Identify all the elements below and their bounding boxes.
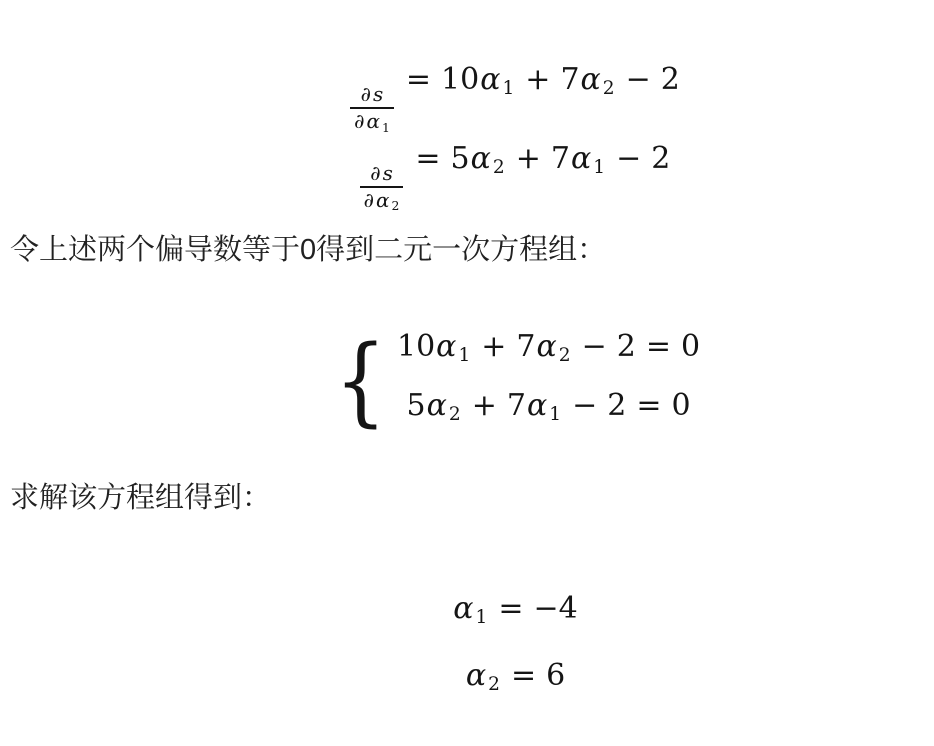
- result-alpha2: [465, 659, 565, 702]
- math-token: 7: [506, 388, 526, 424]
- math-token: 2: [602, 78, 615, 100]
- math-token: 1: [502, 78, 515, 100]
- math-token: 2: [488, 674, 500, 696]
- math-token: 2: [616, 329, 636, 364]
- math-token: s: [382, 160, 393, 185]
- math-token: α: [480, 62, 501, 97]
- math-token: 2: [660, 62, 680, 97]
- math-token: 10: [441, 62, 480, 97]
- math-token: +: [471, 388, 497, 424]
- fraction-numerator: [366, 162, 397, 184]
- fraction-denominator: [350, 110, 394, 134]
- math-token: =: [498, 591, 524, 626]
- math-token: =: [645, 329, 671, 364]
- math-token: 7: [516, 329, 536, 364]
- math-token: 5: [406, 388, 426, 424]
- math-token: =: [415, 140, 441, 176]
- math-token: 0: [681, 329, 701, 364]
- math-token: α: [526, 388, 548, 424]
- math-token: +: [481, 329, 507, 364]
- math-token: =: [405, 62, 431, 97]
- math-token: −: [581, 329, 607, 364]
- math-token: 0: [671, 388, 691, 424]
- math-token: s: [373, 82, 384, 107]
- math-token: α: [580, 62, 601, 97]
- equation-system-cases: [397, 330, 700, 432]
- math-token: α: [465, 658, 487, 694]
- math-token: α: [366, 109, 380, 134]
- math-token: 2: [651, 140, 671, 176]
- math-token: +: [515, 140, 541, 176]
- derivative-equation-1: [350, 63, 680, 135]
- math-token: 10: [396, 329, 436, 364]
- math-token: ∂: [370, 160, 381, 185]
- math-token: α: [426, 388, 447, 424]
- math-token: α: [436, 329, 457, 364]
- math-token: 7: [550, 140, 570, 176]
- math-token: 1: [458, 345, 471, 367]
- paragraph-set-derivatives-to-zero: 令上述两个偏导数等于0得到二元一次方程组：: [10, 234, 607, 266]
- math-token: −: [625, 62, 651, 97]
- equation-rhs: [405, 141, 670, 176]
- equation-rhs: [396, 62, 680, 100]
- math-token: −: [572, 388, 598, 424]
- math-token: +: [525, 62, 551, 97]
- math-token: −4: [533, 591, 578, 626]
- math-token: ∂: [363, 187, 374, 212]
- math-token: ∂: [354, 109, 365, 134]
- math-token: α: [570, 140, 592, 176]
- result-alpha1: [452, 592, 577, 635]
- math-token: α: [453, 591, 474, 626]
- math-token: 1: [475, 607, 488, 629]
- solution-results-block: [48, 592, 934, 702]
- math-token: −: [616, 140, 642, 176]
- math-token: α: [470, 140, 491, 176]
- left-curly-brace: {: [334, 325, 387, 438]
- math-token: 7: [560, 62, 580, 97]
- system-equation-2: [397, 389, 700, 432]
- math-token: 2: [558, 345, 571, 367]
- fraction-denominator: [360, 189, 404, 213]
- math-token: 1: [593, 156, 606, 178]
- math-token: =: [636, 388, 662, 424]
- math-token: 2: [391, 198, 400, 214]
- math-token: ∂: [360, 82, 372, 107]
- fraction-ds-dalpha1: [350, 83, 394, 134]
- math-token: α: [536, 329, 557, 364]
- paragraph-solve-system: 求解该方程组得到：: [10, 482, 272, 514]
- system-equation-1: [397, 330, 700, 373]
- fraction-ds-dalpha2: [360, 162, 404, 213]
- equation-system-block: [48, 325, 934, 438]
- derivative-equation-2: [360, 142, 671, 214]
- math-token: =: [510, 658, 537, 694]
- math-token: 2: [607, 388, 627, 424]
- math-token: 2: [492, 156, 505, 178]
- derivative-equations-block: [48, 63, 934, 213]
- math-token: α: [376, 187, 390, 212]
- math-token: 2: [448, 404, 461, 426]
- fraction-numerator: [357, 83, 388, 105]
- math-token: 5: [450, 140, 470, 176]
- math-token: 1: [549, 404, 562, 426]
- math-token: 1: [381, 119, 390, 135]
- math-token: 6: [546, 658, 566, 694]
